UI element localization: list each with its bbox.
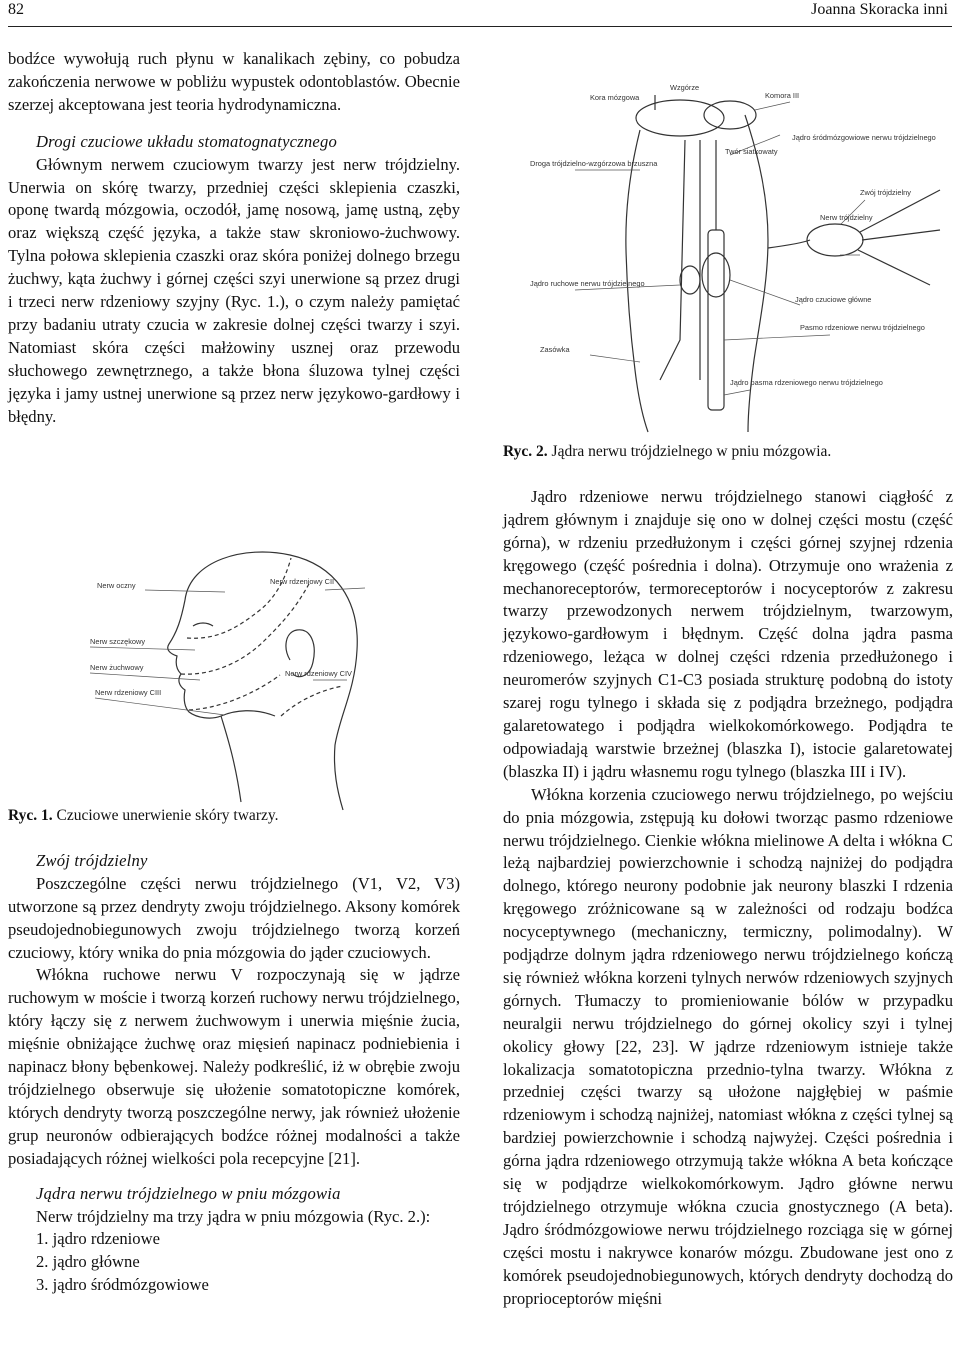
motor-nucleus-shape xyxy=(680,266,700,294)
page-number: 82 xyxy=(8,1,24,18)
head-outline xyxy=(185,552,357,810)
list-item: 3. jądro śródmózgowiowe xyxy=(36,1275,209,1295)
label-jadro-pasma-rdzeniowego: Jądro pasma rdzeniowego nerwu trójdzielnego xyxy=(730,378,883,387)
label-nerw-szczekowy: Nerw szczękowy xyxy=(90,637,146,646)
label-wzgorze: Wzgórze xyxy=(670,83,700,92)
heading-trigeminal-ganglion: Zwój trójdzielny xyxy=(36,850,148,870)
face-innervation-drawing xyxy=(85,540,385,815)
label-nerw-rdzeniowy-c4: Nerw rdzeniowy CIV xyxy=(285,669,352,678)
ganglion-paragraph-1: Poszczególne części nerwu trójdzielnego (V1, V2, V3) utworzone są przez dendryty zwoju trójdzielnego. Aksony komórek pseudojednobiegunowych zwoju trójdzielnego tworzą korzeń czuciowy, który wnika do pnia mózgowia do jąder czuciowych. xyxy=(8,873,460,962)
label-droga-trojdzielno-wzgorzowa: Droga trójdzielno-wzgórzowa brzuszna xyxy=(530,159,658,168)
label-jadro-glowne: Jądro czuciowe główne xyxy=(795,295,872,304)
right-column xyxy=(503,441,953,1311)
label-nerw-rdzeniowy-c2: Nerw rdzeniowy CII xyxy=(270,577,335,586)
label-nerw-rdzeniowy-c3: Nerw rdzeniowy CIII xyxy=(95,688,162,697)
trigeminal-ganglion-shape xyxy=(807,224,863,256)
neck-line xyxy=(221,711,275,716)
figure-1-caption xyxy=(8,805,460,828)
brainstem-drawing xyxy=(530,80,950,435)
list-item: 2. jądro główne xyxy=(36,1252,140,1272)
figure-2-brainstem-nuclei xyxy=(530,80,950,435)
label-jadro-srodmozgowiowe: Jądro śródmózgowiowe nerwu trójdzielnego xyxy=(792,133,936,142)
label-jadro-ruchowe: Jądro ruchowe nerwu trójdzielnego xyxy=(530,279,645,288)
nuclei-list xyxy=(8,1228,460,1297)
nuclei-paragraph-1: Jądro rdzeniowe nerwu trójdzielnego stanowi ciągłość z jądrem głównym i znajduje się ono w dolnej części mostu (część górna), w rdzeniu przedłużonym i części górnej szyjnej rdzenia kręgowego (część pośrednia i dolna). Otrzymuje ono wrażenia z mechanoreceptorów, termoreceptorów i nocyceptorów z zakresu twarzy przewodzonych nerwem trójdzielnym, twarzowym, językowo-gardłowym i błędnym. Część dolna jądra pasma rdzeniowego, leżąca w dolnej części rdzenia przedłużonego i neuromerów szyjnych C1-C3 posiada strukturę podobną do istoty szarej rogu tylnego i składa się z podjądra brzeżnego, podjądra galaretowatego i podjądra wielkokomórkowego. Podjądra te odpowiadają warstwie brzeżnej (blaszka I), istocie galaretowatej (blaszka II) i jądru własnemu rogu tylnego (blaszka III i IV). xyxy=(503,486,953,781)
heading-brainstem-nuclei: Jądra nerwu trójdzielnego w pniu mózgowia xyxy=(36,1183,341,1203)
label-zasowka: Zasówka xyxy=(540,345,570,354)
label-kora: Kora mózgowa xyxy=(590,93,640,102)
figure-1-caption-text: Czuciowe unerwienie skóry twarzy. xyxy=(56,807,279,824)
pathways-paragraph: Głównym nerwem czuciowym twarzy jest nerw trójdzielny. Unerwia on skórę twarzy, przedniej części sklepienia czaszki, oponę twardą mózgowia, oczodół, jamę nosową, jamę ustną, zęby oraz większą część języka, a także staw skroniowo-żuchwowy. Tylna połowa sklepienia czaszki oraz skóra poniżej dolnego brzegu żuchwy, kąta żuchwy i górnej części szyi unerwione są przez drugi i trzeci nerw rdzeniowy szyjny (Ryc. 1.), o czym należy pamiętać przy badaniu utraty czucia w zakresie dolnej części twarzy i szyi. Natomiast skóra części małżowiny usznej oraz przewodu słuchowego zewnętrznego, a także błona śluzowa tylnej części języka i jamy ustnej unerwione są przez nerw językowo-gardłowy i błędny. xyxy=(8,154,460,426)
nuclei-paragraph-2: Włókna korzenia czuciowego nerwu trójdzielnego, po wejściu do pnia mózgowia, zstępują ku dołowi tworząc pasmo rdzeniowe nerwu trójdzielnego. Cienkie włókna mielinowe A delta i włókna C leżą najbardziej powierzchownie i schodzą najniżej do podjądra dolnego, którego neurony podobnie jak neurony blaszki I rdzenia kręgowego zróżnicowane są w zależności od rodzaju bodźca nocyceptywnego (mechaniczny, termiczny, polimodalny). W podjądrze dolnym jądra rdzeniowego nerwu trójdzielnego kończą się również włókna korzeni tylnych nerwów rdzeniowych szyjnych górnych. Tłumaczy to promieniowanie bólów w przypadku neuralgii nerwu trójdzielnego do górnej okolicy szyi i tylnej okolicy głowy [22, 23]. W jądrze rdzeniowym istnieje także lokalizacja somatotopiczna przednio-tylna twarzy. Włókna z przedniej części twarzy są ułożone najgłębiej w paśmie rdzeniowym i schodzą najniżej, natomiast włókna z części tylnej są bardziej powierzchownie i schodzą najwyżej. Części pośrednia i górna jądra rdzeniowego otrzymują także włókna A beta kończące się w podjądrze wielkokomórkowym. Jądro główne nerwu trójdzielnego otrzymuje włókna czucia gnostycznego (A beta). Jądro śródmózgowiowe nerwu trójdzielnego rozciąga się w górnej części mostu i nakrywce konarów mózgu. Zbudowane jest ono z komórek pseudojednobiegunowych, których dendryty dochodzą do proprioceptorów mięśni xyxy=(503,784,953,1308)
figure-1-caption-label: Ryc. 1. xyxy=(8,807,53,824)
label-pasmo-rdzeniowe: Pasmo rdzeniowe nerwu trójdzielnego xyxy=(800,323,925,332)
label-nerw-trojdzielny: Nerw trójdzielny xyxy=(820,213,873,222)
left-column-top xyxy=(8,48,460,429)
boundary-v3-c xyxy=(189,675,280,710)
boundary-v2-v3 xyxy=(181,582,310,674)
label-twor-siatkowaty: Twór siatkowaty xyxy=(725,147,778,156)
lemniscus-line xyxy=(660,140,685,380)
figure-1-face-innervation xyxy=(85,540,385,815)
left-column-bottom xyxy=(8,805,460,1297)
mandibular-branch xyxy=(858,250,930,285)
label-komora-3: Komora III xyxy=(765,91,800,100)
label-nerw-oczny: Nerw oczny xyxy=(97,581,136,590)
figure-2-caption-label: Ryc. 2. xyxy=(503,443,548,460)
running-head: Joanna Skoracka inni xyxy=(811,1,948,18)
figure-2-caption xyxy=(503,441,953,464)
label-zwoj-trojdzielny: Zwój trójdzielny xyxy=(860,188,911,197)
intro-paragraph: bodźce wywołują ruch płynu w kanalikach zębiny, co pobudza zakończenia nerwowe w pobliżu wypustek odontoblastów. Obecnie szerzej akceptowana jest teoria hydrodynamiczna. xyxy=(8,49,460,114)
trigeminal-root-line xyxy=(768,240,810,248)
boundary-c2-c3 xyxy=(281,686,343,716)
spinal-tract-column xyxy=(708,230,724,410)
third-ventricle-shape xyxy=(704,101,756,129)
eye xyxy=(193,623,213,626)
ganglion-paragraph-2: Włókna ruchowe nerwu V rozpoczynają się w jądrze ruchowym w moście i tworzą korzeń ruchowy nerwu trójdzielnego, który łączy się z nerwem żuchwowym i unerwia mięśnie żucia, mięśnie obniżające żuchwę oraz mięsień napinacz podniebienia i napinacz błony bębenkowej. Należy podkreślić, iż w obrębie zwoju trójdzielnego obserwuje się ułożenie somatotopiczne komórek, których dendryty tworzą poszczególne nerwy, jak również ułożenie grup neuronów odbierających bodźce różnej modalności a także posiadających różnej wielkości pola recepcyjne [21]. xyxy=(8,965,460,1168)
figure-2-caption-text: Jądra nerwu trójdzielnego w pniu mózgowia. xyxy=(551,443,832,460)
maxillary-branch xyxy=(862,230,940,240)
page-header xyxy=(8,0,952,27)
label-nerw-zuchwowy: Nerw żuchwowy xyxy=(90,663,144,672)
main-sensory-nucleus-shape xyxy=(702,253,730,297)
heading-sensory-pathways: Drogi czuciowe układu stomatognatycznego xyxy=(36,131,337,151)
list-item: 1. jądro rdzeniowe xyxy=(36,1229,160,1249)
nuclei-intro-paragraph: Nerw trójdzielny ma trzy jądra w pniu mózgowia (Ryc. 2.): xyxy=(36,1206,431,1226)
